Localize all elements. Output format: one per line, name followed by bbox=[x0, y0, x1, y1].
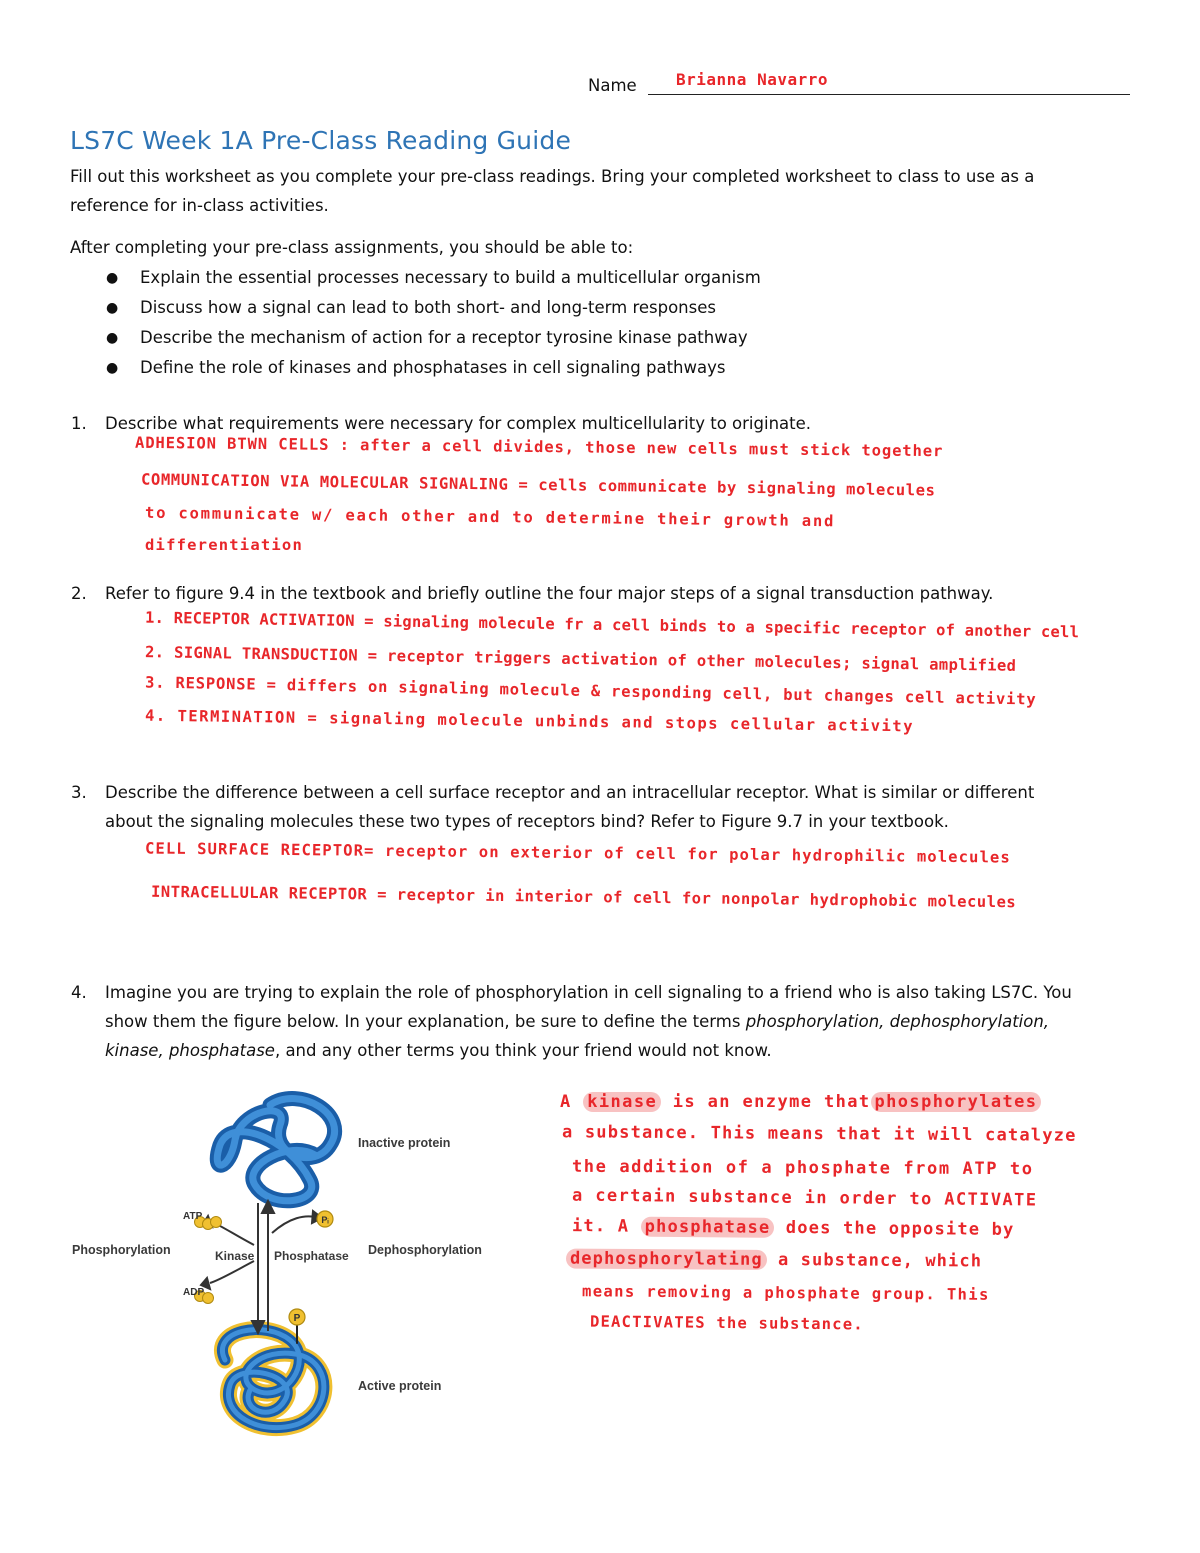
answer-4[interactable]: A kinase is an enzyme that phosphorylates a substance. This means that it will catalyze the addition of a phosphate from ATP to a certain substance in order to ACTIVATE it. A phosphatase does the opposite by dephosphorylating a substance, which means removing a phosphate group. This DEACTIVATES the substance. bbox=[560, 1092, 1077, 1334]
answer-2[interactable]: 1. RECEPTOR ACTIVATION = signaling molecule fr a cell binds to a specific receptor of another cell 2. SIGNAL TRANSDUCTION = receptor triggers activation of other molecules; signal amplified 3. RESPONSE = differs on signaling molecule & responding cell, but changes cell activity 4. TERMINATION = signaling molecule unbinds and stops cellular activity bbox=[144, 608, 1080, 736]
bullet-icon: ● bbox=[106, 270, 119, 286]
svg-text:ATP: ATP bbox=[183, 1211, 203, 1222]
inactive-protein-icon bbox=[217, 1099, 334, 1201]
bullet-icon: ● bbox=[106, 360, 119, 376]
objective-item: ● Explain the essential processes necessary to build a multicellular organism bbox=[140, 264, 761, 292]
phosphorylation-figure bbox=[60, 1085, 520, 1455]
label-active-protein: Active protein bbox=[358, 1379, 442, 1393]
svg-text:Pᵢ: Pᵢ bbox=[321, 1215, 329, 1225]
highlight-phosphatase: phosphatase bbox=[641, 1217, 775, 1238]
active-protein-icon bbox=[222, 1325, 323, 1428]
question-4: 4. Imagine you are trying to explain the role of phosphorylation in cell signaling to a friend who is also taking LS7C. You bbox=[71, 983, 1072, 1002]
highlight-phosphorylates: phosphorylates bbox=[871, 1092, 1042, 1112]
svg-text:P: P bbox=[293, 1313, 301, 1324]
name-label: Name bbox=[588, 76, 637, 95]
label-dephosphorylation: Dephosphorylation bbox=[368, 1243, 482, 1257]
bullet-icon: ● bbox=[106, 300, 119, 316]
intro-line-2: reference for in-class activities. bbox=[70, 196, 329, 215]
question-3: 3. Describe the difference between a cell surface receptor and an intracellular receptor. What is similar or different bbox=[71, 783, 1035, 802]
question-4-line-3: kinase, phosphatase, and any other terms you think your friend would not know. bbox=[105, 1041, 772, 1060]
question-4-line-2: show them the figure below. In your explanation, be sure to define the terms phosphorylation, dephosphorylation, bbox=[105, 1012, 1050, 1031]
highlight-dephosphorylating: dephosphorylating bbox=[566, 1249, 767, 1270]
objective-item: ● Define the role of kinases and phosphatases in cell signaling pathways bbox=[140, 354, 725, 382]
answer-1[interactable]: ADHESION BTWN CELLS : after a cell divides, those new cells must stick together COMMUNICATION VIA MOLECULAR SIGNALING = cells communicate by signaling molecules to communicate w/ each other and to determine their growth and differentiation bbox=[134, 433, 944, 554]
highlight-kinase: kinase bbox=[583, 1092, 661, 1112]
name-value: Brianna Navarro bbox=[676, 70, 828, 89]
question-2: 2. Refer to figure 9.4 in the textbook and briefly outline the four major steps of a signal transduction pathway. bbox=[71, 584, 994, 603]
label-kinase: Kinase bbox=[215, 1249, 255, 1263]
objectives-lead: After completing your pre-class assignments, you should be able to: bbox=[70, 238, 634, 257]
question-1: 1. Describe what requirements were necessary for complex multicellularity to originate. bbox=[71, 414, 812, 433]
label-phosphorylation: Phosphorylation bbox=[72, 1243, 171, 1257]
label-inactive-protein: Inactive protein bbox=[358, 1136, 451, 1150]
objective-item: ● Describe the mechanism of action for a receptor tyrosine kinase pathway bbox=[140, 324, 748, 352]
page-title: LS7C Week 1A Pre-Class Reading Guide bbox=[70, 126, 572, 155]
objective-item: ● Discuss how a signal can lead to both short- and long-term responses bbox=[140, 294, 716, 322]
question-3-line-2: about the signaling molecules these two types of receptors bind? Refer to Figure 9.7 in your textbook. bbox=[105, 812, 949, 831]
svg-text:ADP: ADP bbox=[183, 1287, 205, 1298]
name-field[interactable] bbox=[648, 70, 1130, 95]
bullet-icon: ● bbox=[106, 330, 119, 346]
intro-line-1: Fill out this worksheet as you complete your pre-class readings. Bring your completed worksheet to class to use as a bbox=[70, 167, 1035, 186]
answer-3[interactable]: CELL SURFACE RECEPTOR= receptor on exterior of cell for polar hydrophilic molecules INTRACELLULAR RECEPTOR = receptor in interior of cell for nonpolar hydrophobic molecules bbox=[144, 839, 1017, 912]
label-phosphatase: Phosphatase bbox=[274, 1249, 349, 1263]
